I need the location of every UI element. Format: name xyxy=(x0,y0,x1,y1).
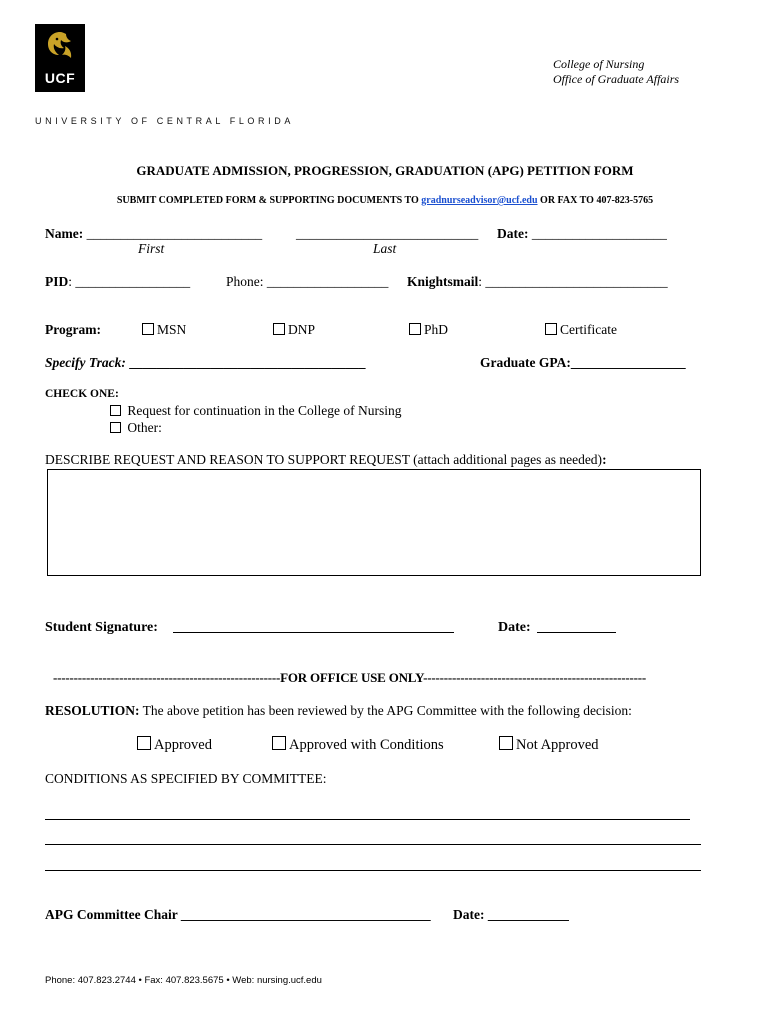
describe-note: (attach additional pages as needed) xyxy=(409,452,603,467)
date-label: Date xyxy=(497,226,524,241)
checkbox-icon[interactable] xyxy=(545,323,557,335)
knightsmail-label: Knightsmail xyxy=(407,274,479,289)
check-option-label: Other: xyxy=(127,420,162,435)
first-caption: First xyxy=(138,241,165,256)
check-option-label: Request for continuation in the College of Nursing xyxy=(127,403,402,418)
chair-date-field[interactable] xyxy=(453,907,569,923)
checkbox-icon[interactable] xyxy=(110,422,121,433)
describe-heading: DESCRIBE REQUEST AND REASON TO SUPPORT REQUEST xyxy=(45,452,410,467)
gpa-label: Graduate GPA: xyxy=(480,355,571,370)
resolution-body: The above petition has been reviewed by the APG Committee with the following decision: xyxy=(139,703,632,718)
checkbox-icon[interactable] xyxy=(142,323,154,335)
name-label: Name xyxy=(45,226,79,241)
university-name: UNIVERSITY OF CENTRAL FLORIDA xyxy=(35,116,294,126)
signature-line[interactable] xyxy=(173,617,454,633)
conditions-line-2[interactable] xyxy=(45,843,701,845)
chair-date-blank: ____________ xyxy=(487,907,569,922)
program-option-certificate[interactable] xyxy=(545,322,617,338)
gpa-blank: _________________ xyxy=(570,355,686,370)
phone-label: Phone xyxy=(226,274,260,289)
logo-text: UCF xyxy=(44,70,76,86)
check-option-other[interactable] xyxy=(110,420,162,436)
gpa-field[interactable] xyxy=(480,355,686,371)
track-field[interactable] xyxy=(45,355,365,371)
program-label: Program: xyxy=(45,322,101,337)
chair-label: APG Committee Chair xyxy=(45,907,178,922)
conditions-label: CONDITIONS AS SPECIFIED BY COMMITTEE: xyxy=(45,771,327,786)
describe-label xyxy=(45,452,607,468)
college-block xyxy=(553,57,679,87)
ucf-logo xyxy=(35,24,85,92)
resolution-text xyxy=(45,703,632,719)
decision-approved[interactable] xyxy=(137,736,212,754)
program-option-msn[interactable] xyxy=(142,322,186,338)
name-first-blank: __________________________ xyxy=(86,226,263,241)
chair-blank: _____________________________________ xyxy=(180,907,431,922)
checkbox-icon[interactable] xyxy=(110,405,121,416)
form-title: GRADUATE ADMISSION, PROGRESSION, GRADUATION (APG) PETITION FORM xyxy=(136,163,634,178)
checkbox-icon[interactable] xyxy=(499,736,513,750)
decision-approved-with-conditions[interactable] xyxy=(272,736,444,754)
track-blank: ___________________________________ xyxy=(129,355,366,370)
submit-prefix: SUBMIT COMPLETED FORM & SUPPORTING DOCUMENTS TO xyxy=(116,195,422,206)
check-one-label: CHECK ONE: xyxy=(45,388,119,400)
checkbox-icon[interactable] xyxy=(273,323,285,335)
footer-contact: Phone: 407.823.2744 • Fax: 407.823.5675 • Web: nursing.ucf.edu xyxy=(45,975,322,986)
program-option-label: MSN xyxy=(157,322,187,337)
office-name: Office of Graduate Affairs xyxy=(553,72,680,86)
chair-date-label: Date: xyxy=(453,907,485,922)
submit-instructions xyxy=(0,195,770,206)
signature-date-label: Date: xyxy=(498,620,531,635)
last-caption: Last xyxy=(373,241,397,256)
describe-colon: : xyxy=(602,452,607,467)
submit-suffix: OR FAX TO 407-823-5765 xyxy=(537,195,654,206)
chair-field[interactable] xyxy=(45,907,431,923)
submit-email-link[interactable]: gradnurseadvisor@ucf.edu xyxy=(421,195,538,206)
date-field[interactable]: Date: ____________________ xyxy=(497,226,667,241)
knightsmail-blank: ___________________________ xyxy=(485,274,668,289)
track-label: Specify Track: xyxy=(45,355,126,370)
decision-label: Approved xyxy=(154,737,212,753)
college-name: College of Nursing xyxy=(553,57,645,71)
name-field[interactable]: Name: __________________________ xyxy=(45,226,263,241)
signature-date-line[interactable] xyxy=(537,617,616,633)
pid-blank: _________________ xyxy=(75,274,191,289)
decision-label: Approved with Conditions xyxy=(289,737,444,753)
signature-label: Student Signature: xyxy=(45,620,158,635)
knightsmail-field[interactable]: Knightsmail: ___________________________ xyxy=(407,274,668,289)
program-option-label: PhD xyxy=(424,322,449,337)
checkbox-icon[interactable] xyxy=(137,736,151,750)
office-use-divider: -------------------------------------------------------FOR OFFICE USE ONLY------------------------------------------------------ xyxy=(53,670,647,685)
program-option-phd[interactable] xyxy=(409,322,448,338)
decision-not-approved[interactable] xyxy=(499,736,599,754)
pegasus-icon xyxy=(35,24,85,70)
checkbox-icon[interactable] xyxy=(272,736,286,750)
pid-field[interactable]: PID: _________________ xyxy=(45,274,191,289)
conditions-line-3[interactable] xyxy=(45,869,701,871)
pid-label: PID xyxy=(45,274,69,289)
phone-blank: __________________ xyxy=(266,274,389,289)
phone-field[interactable]: Phone: __________________ xyxy=(226,274,389,289)
checkbox-icon[interactable] xyxy=(409,323,421,335)
check-option-continuation[interactable] xyxy=(110,403,401,419)
name-last-blank[interactable]: ___________________________ xyxy=(296,226,479,241)
program-option-label: Certificate xyxy=(560,322,617,337)
program-option-dnp[interactable] xyxy=(273,322,315,338)
date-blank: ____________________ xyxy=(531,226,667,241)
program-option-label: DNP xyxy=(288,322,316,337)
conditions-line-1[interactable] xyxy=(45,818,690,820)
describe-textarea[interactable] xyxy=(47,469,701,576)
decision-label: Not Approved xyxy=(516,737,599,753)
resolution-label: RESOLUTION: xyxy=(45,703,140,718)
